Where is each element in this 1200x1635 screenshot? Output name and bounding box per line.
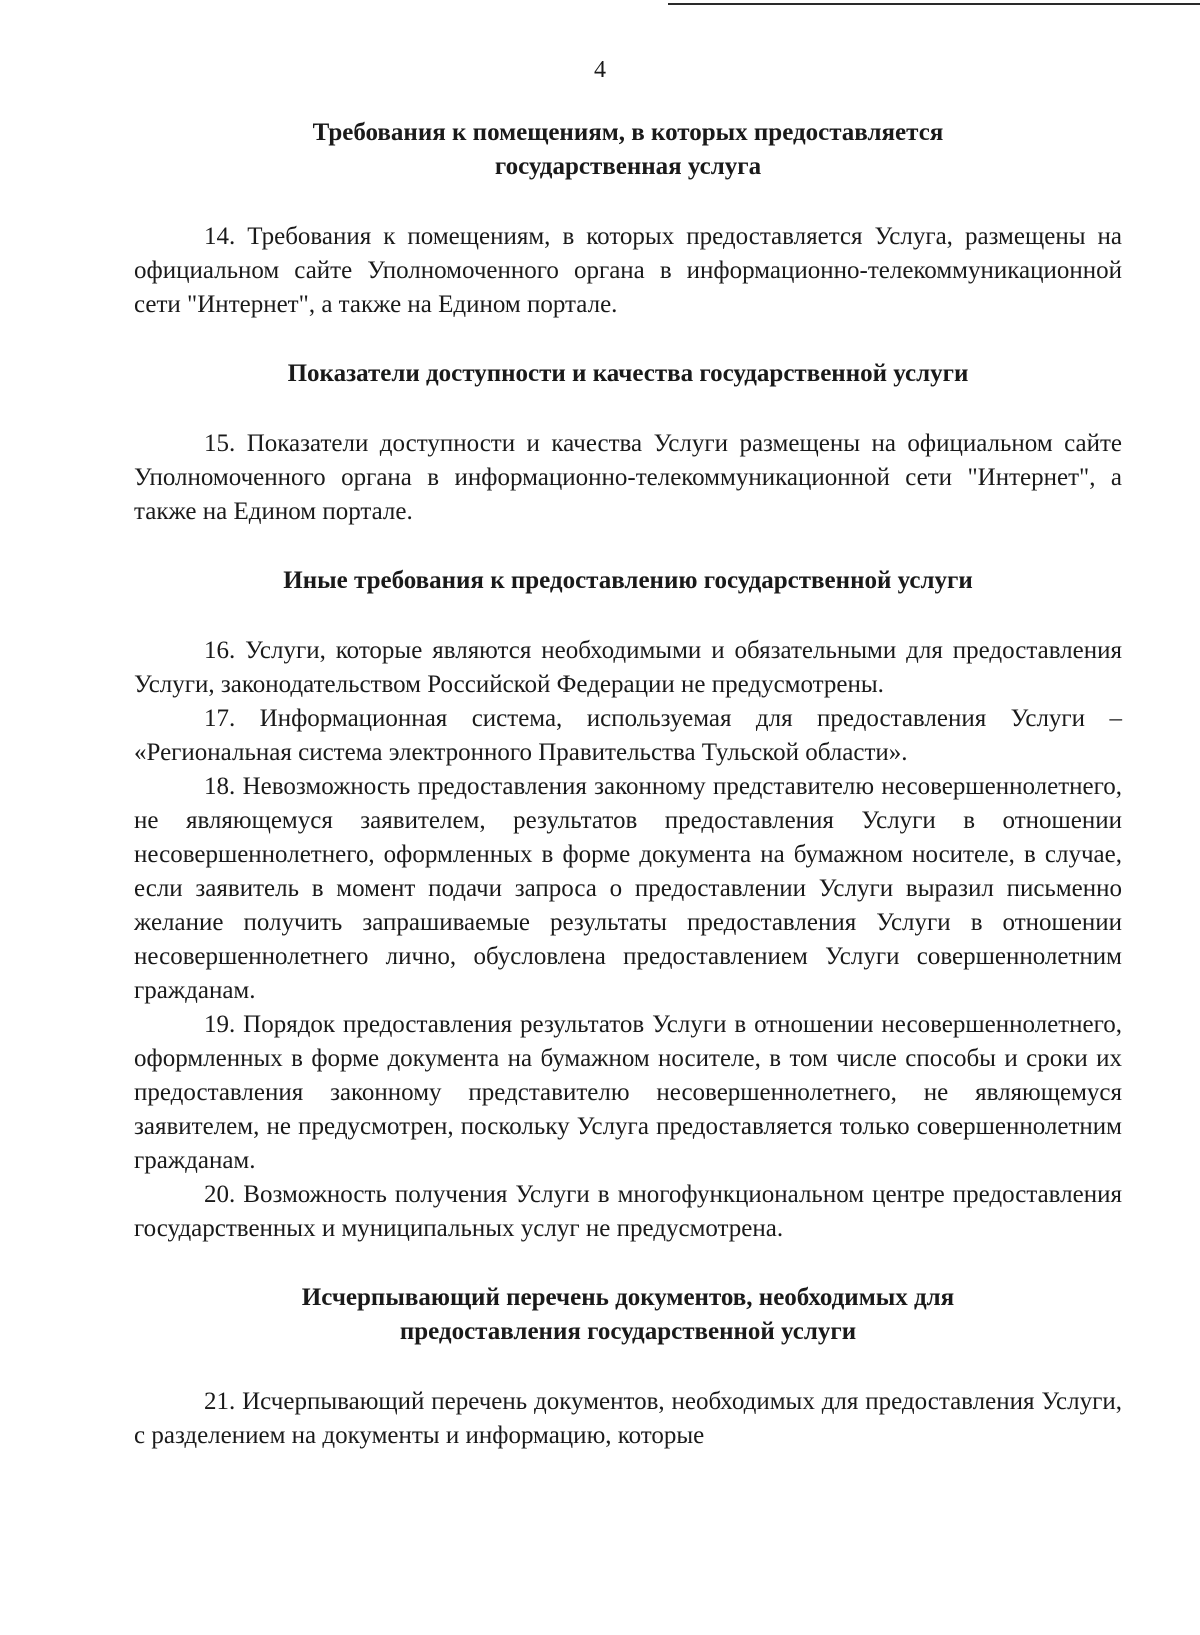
section-accessibility [134, 357, 1122, 529]
section-premises [134, 116, 1122, 322]
paragraph-14: 14. Требования к помещениям, в которых предоставляется Услуга, размещены на официальном сайте Уполномоченного органа в информационно-телекоммуникационной сети "Интернет", а также на Едином портале. [134, 223, 1122, 318]
top-rule [668, 3, 1200, 5]
page-number: 4 [594, 57, 606, 83]
paragraph-19: 19. Порядок предоставления результатов Услуги в отношении несовершеннолетнего, оформленных в форме документа на бумажном носителе, в том числе способы и сроки их предоставления законному представителю несовершеннолетнего, не являющемуся заявителем, не предусмотрен, поскольку Услуга предоставляется только совершеннолетним гражданам. [134, 1011, 1122, 1174]
section-heading [134, 116, 1122, 184]
section-heading [134, 357, 1122, 391]
heading-line: Показатели доступности и качества государственной услуги [287, 360, 969, 387]
paragraph-15: 15. Показатели доступности и качества Услуги размещены на официальном сайте Уполномоченного органа в информационно-телекоммуникационной сети "Интернет", а также на Едином портале. [134, 430, 1122, 525]
paragraph-16: 16. Услуги, которые являются необходимыми и обязательными для предоставления Услуги, законодательством Российской Федерации не предусмотрены. [134, 637, 1122, 698]
heading-line: государственная услуга [494, 153, 762, 180]
document-body [134, 116, 1122, 1453]
paragraph-20: 20. Возможность получения Услуги в многофункциональном центре предоставления государственных и муниципальных услуг не предусмотрена. [134, 1181, 1122, 1242]
section-documents-list [134, 1281, 1122, 1453]
heading-line: Требования к помещениям, в которых предоставляется [312, 119, 944, 146]
heading-line: предоставления государственной услуги [399, 1318, 857, 1345]
heading-line: Иные требования к предоставлению государственной услуги [283, 567, 973, 594]
paragraph-21: 21. Исчерпывающий перечень документов, необходимых для предоставления Услуги, с разделением на документы и информацию, которые [134, 1388, 1122, 1449]
section-heading [134, 564, 1122, 598]
section-other-requirements [134, 564, 1122, 1246]
heading-line: Исчерпывающий перечень документов, необходимых для [301, 1284, 955, 1311]
paragraph-17: 17. Информационная система, используемая для предоставления Услуги – «Региональная система электронного Правительства Тульской области». [134, 705, 1122, 766]
paragraph-18: 18. Невозможность предоставления законному представителю несовершеннолетнего, не являющемуся заявителем, результатов предоставления Услуги в отношении несовершеннолетнего, оформленных в форме документа на бумажном носителе, в случае, если заявитель в момент подачи запроса о предоставлении Услуги выразил письменно желание получить запрашиваемые результаты предоставления Услуги в отношении несовершеннолетнего лично, обусловлена предоставлением Услуги совершеннолетним гражданам. [134, 773, 1122, 1004]
section-heading [134, 1281, 1122, 1349]
